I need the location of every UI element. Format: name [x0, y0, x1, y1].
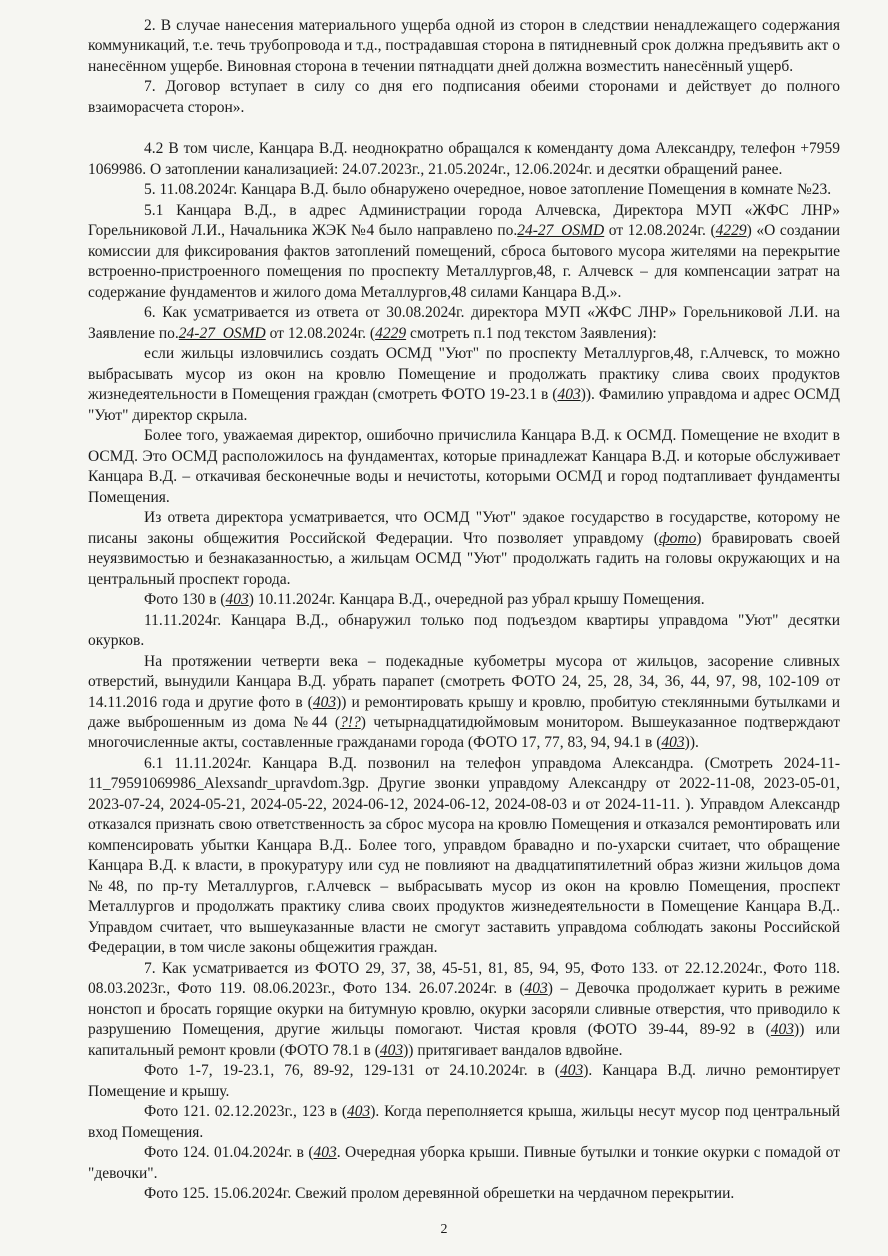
paragraph: [88, 1102, 840, 1143]
reference-link: фото: [658, 529, 697, 547]
paragraph-text: )) или капитальный ремонт кровли (ФОТО 78.1 в (: [88, 1021, 840, 1059]
reference-link: 24-27_OSMD: [178, 324, 266, 342]
reference-link: 24-27_OSMD: [517, 222, 605, 240]
paragraph: [88, 139, 840, 180]
paragraph: [88, 180, 840, 200]
paragraph-text: 6. Как усматривается из ответа от 30.08.2024г. директора МУП «ЖФС ЛНР» Горельниковой Л.И. на Заявление по.: [88, 304, 840, 342]
reference-link: 403: [524, 980, 548, 998]
paragraph: [88, 652, 840, 754]
paragraph-text: смотреть п.1 под текстом Заявления):: [406, 324, 657, 342]
paragraph-text: ) «О создании комиссии для фиксирования фактов затоплений помещений, сброса бытового мусора жителями на перекрытие встроенно-пристроенного помещения по проспекту Металлургов,48, г. Алчевск – для компенсации затрат на содержание фундаментов и жилого дома Металлургов,48 силами Канцара В.Д.».: [88, 222, 840, 301]
paragraph: [88, 611, 840, 652]
paragraph-text: ) 10.11.2024г. Канцара В.Д., очередной раз убрал крышу Помещения.: [248, 591, 705, 609]
paragraph-text: Более того, уважаемая директор, ошибочно причислила Канцара В.Д. к ОСМД. Помещение не входит в ОСМД. Это ОСМД расположилось на фундаментах, которые принадлежат Канцара В.Д. и которые обслуживает Канцара В.Д. – откачивая бесконечные воды и нечистоты, которыми ОСМД и город подтапливает фундаменты Помещения.: [88, 427, 840, 506]
reference-link: ?!?: [340, 713, 361, 731]
paragraph-text: 7. Договор вступает в силу со дня его подписания обеими сторонами и действует до полного взаиморасчета сторон».: [88, 78, 840, 116]
reference-link: 403: [770, 1021, 795, 1039]
reference-link: 403: [559, 1062, 584, 1080]
paragraph-text: На протяжении четверти века – подекадные кубометры мусора от жильцов, засорение сливных отверстий, вынудили Канцара В.Д. убрать парапет (смотреть ФОТО 24, 25, 28, 34, 36, 44, 97, 98, 102-109 от 14.11.2016 года и другие фото в (: [88, 652, 840, 711]
paragraph-text: ) бравировать своей неуязвимостью и безнаказанностью, а жильцам ОСМД "Уют" продолжать гадить на головы окружающих и на центральный проспект города.: [88, 529, 841, 588]
paragraph-text: Фото 130 в (: [144, 591, 226, 609]
paragraph-text: 11.11.2024г. Канцара В.Д., обнаружил только под подъездом квартиры управдома "Уют" десятки окурков.: [88, 611, 840, 650]
paragraph-text: ) четырнадцатидюймовым монитором. Вышеуказанное подтверждают многочисленные акты, составленные гражданами города (ФОТО 17, 77, 83, 94, 94.1 в (: [88, 713, 840, 752]
paragraph-text: )).: [684, 734, 699, 752]
paragraph: [88, 1143, 840, 1184]
paragraph: [88, 754, 840, 959]
reference-link: 403: [661, 734, 685, 752]
paragraph: [88, 959, 840, 1061]
paragraph: [88, 77, 840, 118]
paragraph-text: )) притягивает вандалов вдвойне.: [403, 1041, 623, 1059]
reference-link: 403: [347, 1103, 371, 1121]
paragraph-text: от 12.08.2024г. (: [265, 324, 376, 342]
paragraph-text: Фото 1-7, 19-23.1, 76, 89-92, 129-131 от 24.10.2024г. в (: [144, 1062, 560, 1080]
paragraph-text: Фото 124. 01.04.2024г. в (: [144, 1144, 314, 1162]
paragraph: [88, 16, 840, 77]
paragraph-text: 2. В случае нанесения материального ущерба одной из сторон в следствии ненадлежащего содержания коммуникаций, т.е. течь трубопровода и т.д., пострадавшая сторона в пятидневный срок должна предъявить акт о нанесённом ущербе. Виновная сторона в течении пятнадцати дней должна возместить нанесённый ущерб.: [88, 17, 840, 75]
reference-link: 403: [312, 693, 337, 711]
paragraph-text: )). Фамилию управдома и адрес ОСМД "Уют" директор скрыла.: [88, 386, 840, 424]
paragraph: [88, 1061, 840, 1102]
document-body: [88, 16, 840, 1205]
paragraph-text: Фото 121. 02.12.2023г., 123 в (: [144, 1103, 348, 1121]
paragraph: [88, 303, 840, 344]
page-number: 2: [440, 1222, 448, 1237]
paragraph-text: от 12.08.2024г. (: [604, 222, 716, 240]
paragraph-text: Из ответа директора усматривается, что ОСМД "Уют" эдакое государство в государстве, которому не писаны законы общежития Российской Федерации. Что позволяет управдому (: [88, 509, 840, 547]
paragraph: [88, 590, 840, 610]
paragraph-text: 7. Как усматривается из ФОТО 29, 37, 38, 45-51, 81, 85, 94, 95, Фото 133. от 22.12.2024г., Фото 118. 08.03.2023г., Фото 119. 08.06.2023г., Фото 134. 26.07.2024г. в (: [88, 959, 840, 998]
paragraph: [88, 201, 840, 303]
paragraph-text: )) и ремонтировать крышу и кровлю, пробитую стеклянными бутылками и даже выброшенным из дома №44 (: [88, 693, 840, 731]
paragraph-text: . Очередная уборка крыши. Пивные бутылки и тонкие окурки с помадой от "девочки".: [88, 1144, 841, 1182]
paragraph-text: 4.2 В том числе, Канцара В.Д. неоднократно обращался к коменданту дома Александру, телефон +7959 1069986. О затоплении канализацией: 24.07.2023г., 21.05.2024г., 12.06.2024г. и десятки обращений ранее.: [88, 140, 840, 178]
paragraph-text: 5.1 Канцара В.Д., в адрес Администрации города Алчевска, Директора МУП «ЖФС ЛНР» Горельниковой Л.И., Начальника ЖЭК №4 было направлено по.: [88, 201, 840, 240]
paragraph-text: ). Канцара В.Д. лично ремонтирует Помещение и крышу.: [88, 1062, 840, 1100]
paragraph: [88, 344, 840, 426]
reference-link: 403: [225, 591, 249, 609]
reference-link: 403: [557, 386, 581, 404]
paragraph-text: Фото 125. 15.06.2024г. Свежий пролом деревянной обрешетки на чердачном перекрытии.: [144, 1185, 735, 1203]
paragraph-text: 6.1 11.11.2024г. Канцара В.Д. позвонил на телефон управдома Александра. (Смотреть 2024-11-11_79591069986_Alexsandr_upravdom.3gp. Другие звонки управдому Александру от 2022-11-08, 2023-05-01, 2023-07-24, 2024-05-21, 2024-05-22, 2024-06-12, 2024-06-12, 2024-08-03 и от 2024-11-11. ). Управдом Александр отказался признать свою ответственность за сброс мусора на кровлю Помещения и отказался ремонтировать или компенсировать убытки Канцара В.Д.. Более того, управдом бравадно и по-ухарски считает, что обращение Канцара В.Д. к власти, в прокуратуру или суд не повлияют на двадцатипятилетний образ жизни жильцов дома №48, по пр-ту Металлургов, г.Алчевск – выбрасывать мусор из окон на кровлю Помещения, проспект Металлургов и продолжать практику слива своих продуктов жизнедеятельности в Помещение Канцара В.Д.. Управдом считает, что вышеуказанные власти не смогут заставить управдома соблюдать законы Российской Федерации, в том числе законы общежития граждан.: [88, 754, 840, 957]
reference-link: 4229: [375, 324, 407, 342]
paragraph-text: ). Когда переполняется крыша, жильцы несут мусор под центральный вход Помещения.: [88, 1103, 841, 1141]
reference-link: 403: [379, 1041, 404, 1059]
reference-link: 4229: [715, 222, 747, 240]
reference-link: 403: [313, 1144, 337, 1162]
paragraph-text: ) – Девочка продолжает курить в режиме нонстоп и бросать горящие окурки на битумную кровлю, окурки засоряли сливные отверстия, что приводило к разрушению Помещения, другие жильцы помогают. Чистая кровля (ФОТО 39-44, 89-92 в (: [88, 980, 840, 1039]
paragraph-text: 5. 11.08.2024г. Канцара В.Д. было обнаружено очередное, новое затопление Помещения в комнате №23.: [144, 181, 832, 199]
paragraph: [88, 508, 840, 590]
paragraph: [88, 426, 840, 508]
paragraph-text: если жильцы изловчились создать ОСМД "Уют" по проспекту Металлургов,48, г.Алчевск, то можно выбрасывать мусор из окон на кровлю Помещение и продолжать практику слива своих продуктов жизнедеятельности в Помещения граждан (смотреть ФОТО 19-23.1 в (: [88, 345, 840, 404]
paragraph: [88, 1184, 840, 1204]
